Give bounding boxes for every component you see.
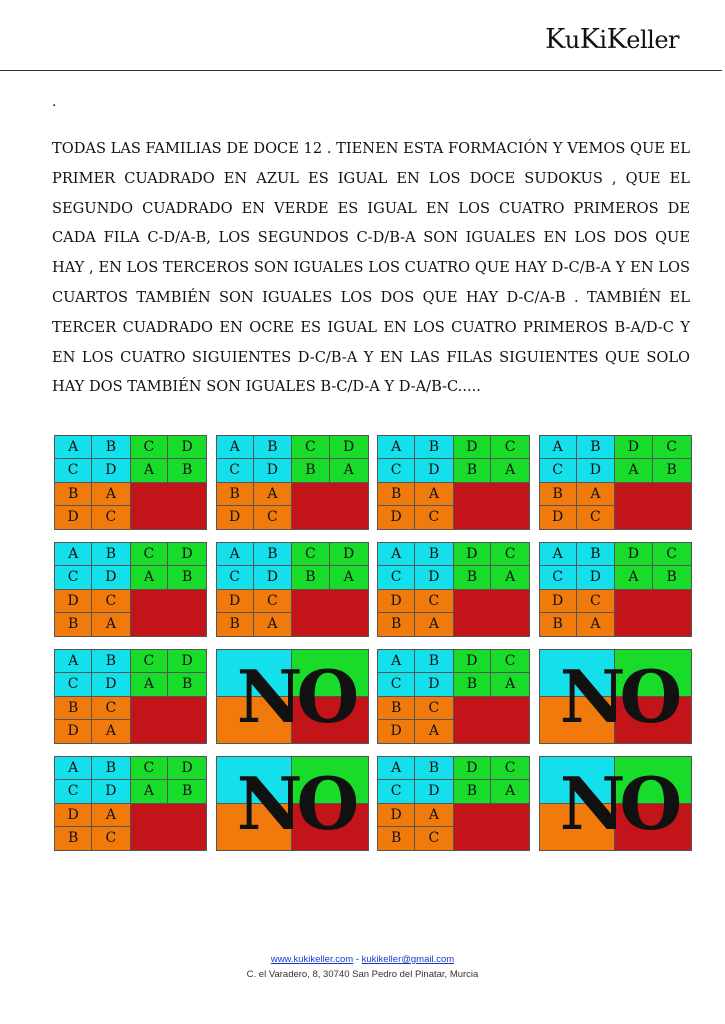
letter-cell: A [254,483,291,506]
letter-cell: D [615,543,653,566]
letter-cell: A [105,723,116,740]
letter-cell: D [378,804,415,827]
letter-cell: C [131,757,169,780]
letter-cell: B [378,613,415,636]
letter-cell: D [168,543,206,566]
email-link[interactable]: kukikeller@gmail.com [361,954,455,965]
letter-cell: A [92,804,129,827]
blue-quadrant [540,543,616,590]
letter-cell: A [505,462,516,479]
letter-cell: B [92,543,129,566]
sudoku-panel [216,435,369,530]
letter-cell: B [92,757,129,780]
letter-cell: A [505,676,516,693]
footer-address: C. el Varadero, 8, 30740 San Pedro del Pinatar, Murcia [246,969,479,980]
no-label: NO [236,654,354,739]
red-quadrant [615,483,691,530]
letter-cell: B [217,483,254,506]
letter-cell: C [415,590,452,613]
letter-cell: A [540,543,577,566]
letter-cell: C [131,650,169,673]
letter-cell: D [168,757,206,780]
letter-cell: A [131,673,169,696]
letter-cell: C [131,543,169,566]
letter-cell: A [105,616,116,633]
letter-cell: C [92,697,129,720]
letter-cell: C [491,650,529,673]
letter-cell: D [428,783,440,800]
red-quadrant [454,804,530,851]
letter-cell: D [105,676,117,693]
blue-quadrant [540,436,616,483]
letter-cell: B [55,483,92,506]
letter-cell: C [131,436,169,459]
header-divider [0,70,722,71]
letter-cell: C [540,459,577,482]
orange-quadrant [55,483,131,530]
sudoku-panel [54,649,207,744]
orange-quadrant [217,483,293,530]
letter-cell: A [378,650,415,673]
letter-cell: A [428,723,439,740]
page-footer [0,952,725,982]
letter-cell: A [131,780,169,803]
letter-cell: D [168,436,206,459]
leading-dot: . [52,94,57,110]
green-quadrant [454,543,530,590]
letter-cell: A [415,804,452,827]
blue-quadrant [217,543,293,590]
letter-cell: A [378,436,415,459]
letter-cell: C [105,509,117,526]
sudoku-panel [377,756,530,851]
letter-cell: C [653,436,691,459]
letter-cell: B [666,462,677,479]
letter-cell: C [292,543,330,566]
letter-cell: B [217,613,254,636]
blue-quadrant [55,543,131,590]
letter-cell: C [491,757,529,780]
letter-cell: B [55,613,92,636]
letter-cell: A [590,616,601,633]
letter-cell: A [131,566,169,589]
red-quadrant [131,804,207,851]
sudoku-panel [54,542,207,637]
letter-cell: B [55,827,92,850]
green-quadrant [131,543,207,590]
letter-cell: D [454,436,492,459]
green-quadrant [454,757,530,804]
letter-cell: D [168,650,206,673]
red-quadrant [454,590,530,637]
green-quadrant [292,436,368,483]
letter-cell: D [55,590,92,613]
letter-cell: D [615,436,653,459]
letter-cell: A [378,543,415,566]
letter-cell: A [267,616,278,633]
letter-cell: B [540,613,577,636]
letter-cell: D [330,543,368,566]
letter-cell: D [540,590,577,613]
letter-cell: A [217,543,254,566]
letter-cell: D [105,783,117,800]
green-quadrant [292,543,368,590]
orange-quadrant [540,590,616,637]
letter-cell: B [540,483,577,506]
letter-cell: C [378,673,415,696]
green-quadrant [615,436,691,483]
letter-cell: A [131,459,169,482]
green-quadrant [454,436,530,483]
sudoku-family-grid [54,435,692,851]
letter-cell: B [254,543,291,566]
letter-cell: B [415,757,452,780]
blue-quadrant [55,650,131,697]
letter-cell: B [378,697,415,720]
orange-quadrant [378,483,454,530]
letter-cell: B [181,676,193,693]
green-quadrant [131,757,207,804]
letter-cell: B [454,566,492,589]
letter-cell: A [92,483,129,506]
letter-cell: A [343,462,354,479]
blue-quadrant [55,757,131,804]
letter-cell: D [589,462,601,479]
letter-cell: D [217,590,254,613]
letter-cell: A [55,436,92,459]
letter-cell: B [181,569,193,586]
letter-cell: C [92,590,129,613]
no-sudoku-panel [539,756,692,851]
orange-quadrant [378,697,454,744]
letter-cell: B [454,673,492,696]
explanation-paragraph: TODAS LAS FAMILIAS DE DOCE 12 . TIENEN ESTA FORMACIÓN Y VEMOS QUE EL PRIMER CUADRADO EN AZUL ES IGUAL EN LOS DOCE SUDOKUS , QUE EL SEGUNDO CUADRADO EN VERDE ES IGUAL EN LOS CUATRO PRIMEROS DE CADA FILA C-D/A-B, LOS SEGUNDOS C-D/B-A SON IGUALES EN LOS DOS QUE HAY , EN LOS TERCEROS SON IGUALES LOS CUATRO QUE HAY D-C/B-A Y EN LOS CUARTOS TAMBIÉN SON IGUALES LOS DOS QUE HAY D-C/A-B . TAMBIÉN EL TERCER CUADRADO EN OCRE ES IGUAL EN LOS CUATRO PRIMEROS B-A/D-C Y EN LOS CUATRO SIGUIENTES D-C/B-A Y EN LAS FILAS SIGUIENTES QUE SOLO HAY DOS TAMBIÉN SON IGUALES B-C/D-A Y D-A/B-C..... [52,140,690,396]
green-quadrant [454,650,530,697]
letter-cell: C [55,673,92,696]
kukikeller-logo: KuKiKeller [545,24,679,55]
letter-cell: C [55,780,92,803]
red-quadrant [131,483,207,530]
sudoku-panel [377,542,530,637]
sudoku-panel [377,435,530,530]
blue-quadrant [378,543,454,590]
letter-cell: A [615,459,653,482]
red-quadrant [292,483,368,530]
letter-cell: A [378,757,415,780]
red-quadrant [131,697,207,744]
letter-cell: C [267,509,278,526]
sudoku-panel [216,542,369,637]
letter-cell: B [415,543,452,566]
sudoku-panel [539,542,692,637]
letter-cell: C [653,543,691,566]
letter-cell: D [428,676,440,693]
letter-cell: D [454,650,492,673]
no-label: NO [236,761,354,846]
red-quadrant [292,590,368,637]
sudoku-panel [539,435,692,530]
letter-cell: B [415,650,452,673]
no-sudoku-panel [539,649,692,744]
letter-cell: B [378,827,415,850]
letter-cell: B [92,436,129,459]
letter-cell: C [577,590,614,613]
orange-quadrant [55,804,131,851]
letter-cell: C [378,566,415,589]
letter-cell: A [505,783,516,800]
blue-quadrant [378,757,454,804]
letter-cell: D [454,757,492,780]
letter-cell: B [577,436,614,459]
red-quadrant [615,590,691,637]
letter-cell: D [540,506,577,529]
letter-cell: C [105,830,117,847]
letter-cell: C [491,543,529,566]
letter-cell: D [55,506,92,529]
letter-cell: D [378,506,415,529]
orange-quadrant [378,590,454,637]
letter-cell: D [217,506,254,529]
letter-cell: B [577,543,614,566]
letter-cell: C [378,459,415,482]
letter-cell: B [454,780,492,803]
footer-separator: - [353,954,362,965]
green-quadrant [131,436,207,483]
letter-cell: C [540,566,577,589]
blue-quadrant [217,436,293,483]
letter-cell: D [105,462,117,479]
letter-cell: D [55,720,92,743]
sudoku-panel [377,649,530,744]
blue-quadrant [378,650,454,697]
letter-cell: B [666,569,677,586]
footer-contact-line [0,952,725,967]
letter-cell: D [454,543,492,566]
no-label: NO [559,761,677,846]
blue-quadrant [55,436,131,483]
letter-cell: A [505,569,516,586]
letter-cell: D [589,569,601,586]
letter-cell: C [55,459,92,482]
letter-cell: D [330,436,368,459]
letter-cell: C [55,566,92,589]
letter-cell: B [415,436,452,459]
letter-cell: A [55,543,92,566]
letter-cell: D [378,720,415,743]
red-quadrant [454,697,530,744]
letter-cell: D [55,804,92,827]
red-quadrant [131,590,207,637]
letter-cell: B [292,566,330,589]
green-quadrant [615,543,691,590]
letter-cell: B [378,483,415,506]
letter-cell: A [55,650,92,673]
letter-cell: A [615,566,653,589]
letter-cell: A [217,436,254,459]
green-quadrant [131,650,207,697]
orange-quadrant [378,804,454,851]
no-label: NO [559,654,677,739]
sudoku-panel [54,435,207,530]
letter-cell: D [428,569,440,586]
letter-cell: B [181,783,193,800]
letter-cell: C [292,436,330,459]
letter-cell: C [217,566,254,589]
letter-cell: D [266,569,278,586]
letter-cell: A [415,483,452,506]
letter-cell: C [217,459,254,482]
sudoku-panel [54,756,207,851]
letter-cell: C [378,780,415,803]
orange-quadrant [540,483,616,530]
letter-cell: C [590,509,601,526]
letter-cell: C [428,830,440,847]
orange-quadrant [55,697,131,744]
letter-cell: D [378,590,415,613]
letter-cell: D [266,462,278,479]
letter-cell: C [415,697,452,720]
letter-cell: A [343,569,354,586]
letter-cell: B [254,436,291,459]
no-sudoku-panel [216,649,369,744]
letter-cell: D [105,569,117,586]
letter-cell: B [181,462,193,479]
letter-cell: A [577,483,614,506]
letter-cell: A [540,436,577,459]
letter-cell: C [254,590,291,613]
letter-cell: A [428,616,439,633]
letter-cell: C [428,509,440,526]
no-sudoku-panel [216,756,369,851]
red-quadrant [454,483,530,530]
letter-cell: D [428,462,440,479]
letter-cell: B [454,459,492,482]
blue-quadrant [378,436,454,483]
letter-cell: B [92,650,129,673]
letter-cell: B [55,697,92,720]
orange-quadrant [55,590,131,637]
orange-quadrant [217,590,293,637]
website-link[interactable]: www.kukikeller.com [270,954,354,965]
letter-cell: B [292,459,330,482]
letter-cell: A [55,757,92,780]
letter-cell: C [491,436,529,459]
